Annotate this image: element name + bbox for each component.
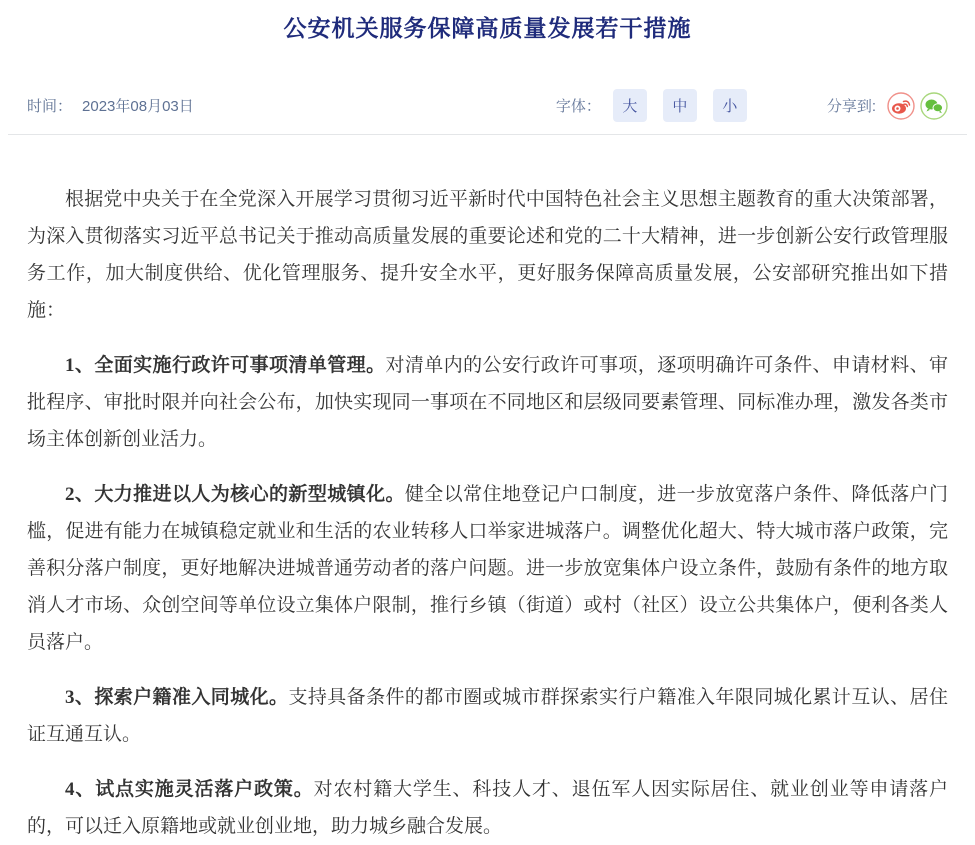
font-size-small-button[interactable]: 小 xyxy=(713,89,747,122)
wechat-share-button[interactable] xyxy=(920,92,948,120)
paragraph-lead: 2、大力推进以人为核心的新型城镇化。 xyxy=(65,484,405,505)
wechat-icon xyxy=(920,92,948,120)
font-size-medium-button[interactable]: 中 xyxy=(663,89,697,122)
weibo-share-button[interactable] xyxy=(887,92,915,120)
paragraph-lead: 3、探索户籍准入同城化。 xyxy=(65,687,289,708)
share-label: 分享到: xyxy=(826,98,876,115)
paragraph-lead: 1、全面实施行政许可事项清单管理。 xyxy=(65,355,386,376)
publish-time xyxy=(27,95,194,116)
article-paragraph xyxy=(27,476,948,661)
article-paragraph xyxy=(27,347,948,458)
article-paragraph xyxy=(27,679,948,753)
share-group xyxy=(827,92,948,120)
article-body xyxy=(0,181,975,845)
time-label: 时间： xyxy=(27,98,73,115)
paragraph-text: 对农村籍大学生、科技人才、退伍军人因实际居住、就业创业等申请落户的，可以迁入原籍地或就业创业地，助力城乡融合发展。 xyxy=(27,779,948,837)
meta-bar xyxy=(8,89,967,135)
paragraph-text: 健全以常住地登记户口制度，进一步放宽落户条件、降低落户门槛，促进有能力在城镇稳定就业和生活的农业转移人口举家进城落户。调整优化超大、特大城市落户政策，完善积分落户制度，更好地解决进城普通劳动者的落户问题。进一步放宽集体户设立条件，鼓励有条件的地方取消人才市场、众创空间等单位设立集体户限制，推行乡镇（街道）或村（社区）设立公共集体户，便利各类人员落户。 xyxy=(27,484,948,653)
paragraph-lead: 4、试点实施灵活落户政策。 xyxy=(65,779,314,800)
paragraph-text: 根据党中央关于在全党深入开展学习贯彻习近平新时代中国特色社会主义思想主题教育的重大决策部署，为深入贯彻落实习近平总书记关于推动高质量发展的重要论述和党的二十大精神，进一步创新公安行政管理服务工作，加大制度供给、优化管理服务、提升安全水平，更好服务保障高质量发展，公安部研究推出如下措施： xyxy=(27,189,948,321)
paragraph-text: 对清单内的公安行政许可事项，逐项明确许可条件、申请材料、审批程序、审批时限并向社会公布，加快实现同一事项在不同地区和层级同要素管理、同标准办理，激发各类市场主体创新创业活力。 xyxy=(27,355,948,450)
paragraph-text: 支持具备条件的都市圈或城市群探索实行户籍准入年限同城化累计互认、居住证互通互认。 xyxy=(27,687,948,745)
weibo-icon xyxy=(887,92,915,120)
font-size-label: 字体： xyxy=(555,98,601,115)
article-paragraph xyxy=(27,771,948,845)
page-title: 公安机关服务保障高质量发展若干措施 xyxy=(283,15,692,41)
article-paragraph xyxy=(27,181,948,329)
meta-tools xyxy=(556,89,948,122)
font-size-large-button[interactable]: 大 xyxy=(613,89,647,122)
time-value: 2023年08月03日 xyxy=(82,98,194,115)
